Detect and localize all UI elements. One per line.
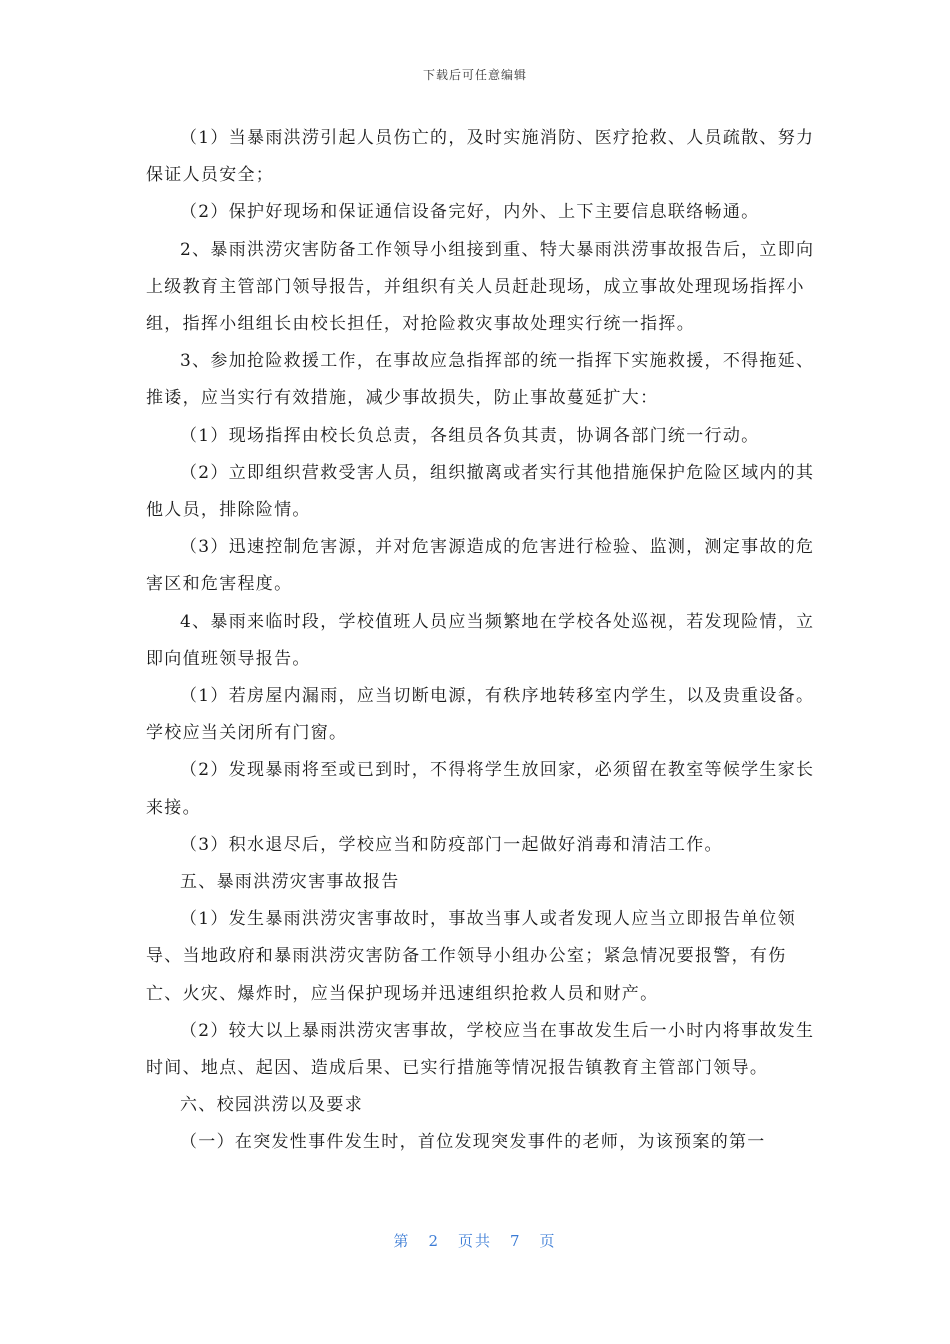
paragraph: 3、参加抢险救援工作，在事故应急指挥部的统一指挥下实施救援，不得拖延、推诿，应当实行有效措施，减少事故损失，防止事故蔓延扩大： — [146, 351, 815, 409]
paragraph: （2）发现暴雨将至或已到时，不得将学生放回家，必须留在教室等候学生家长来接。 — [146, 760, 815, 818]
paragraph: （2）较大以上暴雨洪涝灾害事故，学校应当在事故发生后一小时内将事故发生时间、地点、起因、造成后果、已实行措施等情况报告镇教育主管部门领导。 — [146, 1020, 815, 1079]
document-body — [146, 120, 818, 1162]
section-heading: 六、校园洪涝以及要求 — [180, 1095, 363, 1116]
section-heading: 五、暴雨洪涝灾害事故报告 — [180, 872, 400, 893]
paragraph: （2）立即组织营救受害人员，组织撤离或者实行其他措施保护危险区域内的其他人员，排除险情。 — [146, 462, 815, 521]
paragraph: 2、暴雨洪涝灾害防备工作领导小组接到重、特大暴雨洪涝事故报告后，立即向上级教育主管部门领导报告，并组织有关人员赶赴现场，成立事故处理现场指挥小组，指挥小组组长由校长担任，对抢险救灾事故处理实行统一指挥。 — [146, 239, 815, 335]
paragraph: （1）现场指挥由校长负总责，各组员各负其责，协调各部门统一行动。 — [180, 425, 760, 446]
paragraph: 4、暴雨来临时段，学校值班人员应当频繁地在学校各处巡视，若发现险情，立即向值班领导报告。 — [146, 611, 815, 669]
paragraph: （3）积水退尽后，学校应当和防疫部门一起做好消毒和清洁工作。 — [180, 834, 723, 855]
paragraph: （2）保护好现场和保证通信设备完好，内外、上下主要信息联络畅通。 — [180, 202, 760, 223]
footer-middle: 页共 — [457, 1232, 492, 1250]
paragraph: （1）若房屋内漏雨，应当切断电源，有秩序地转移室内学生，以及贵重设备。学校应当关闭所有门窗。 — [146, 686, 815, 744]
page-footer — [0, 1230, 950, 1251]
paragraph: （1）当暴雨洪涝引起人员伤亡的，及时实施消防、医疗抢救、人员疏散、努力保证人员安全； — [146, 128, 815, 186]
total-pages: 7 — [510, 1232, 522, 1250]
page-number: 2 — [428, 1232, 440, 1250]
page-header: 下载后可任意编辑 — [422, 68, 527, 82]
paragraph: （一）在突发性事件发生时，首位发现突发事件的老师，为该预案的第一 — [180, 1132, 766, 1153]
paragraph: （3）迅速控制危害源，并对危害源造成的危害进行检验、监测，测定事故的危害区和危害程度。 — [146, 537, 815, 595]
paragraph: （1）发生暴雨洪涝灾害事故时，事故当事人或者发现人应当立即报告单位领导、当地政府和暴雨洪涝灾害防备工作领导小组办公室；紧急情况要报警，有伤亡、火灾、爆炸时，应当保护现场并迅速组织抢救人员和财产。 — [146, 909, 797, 1004]
footer-suffix: 页 — [539, 1232, 557, 1250]
footer-prefix: 第 — [393, 1232, 411, 1250]
